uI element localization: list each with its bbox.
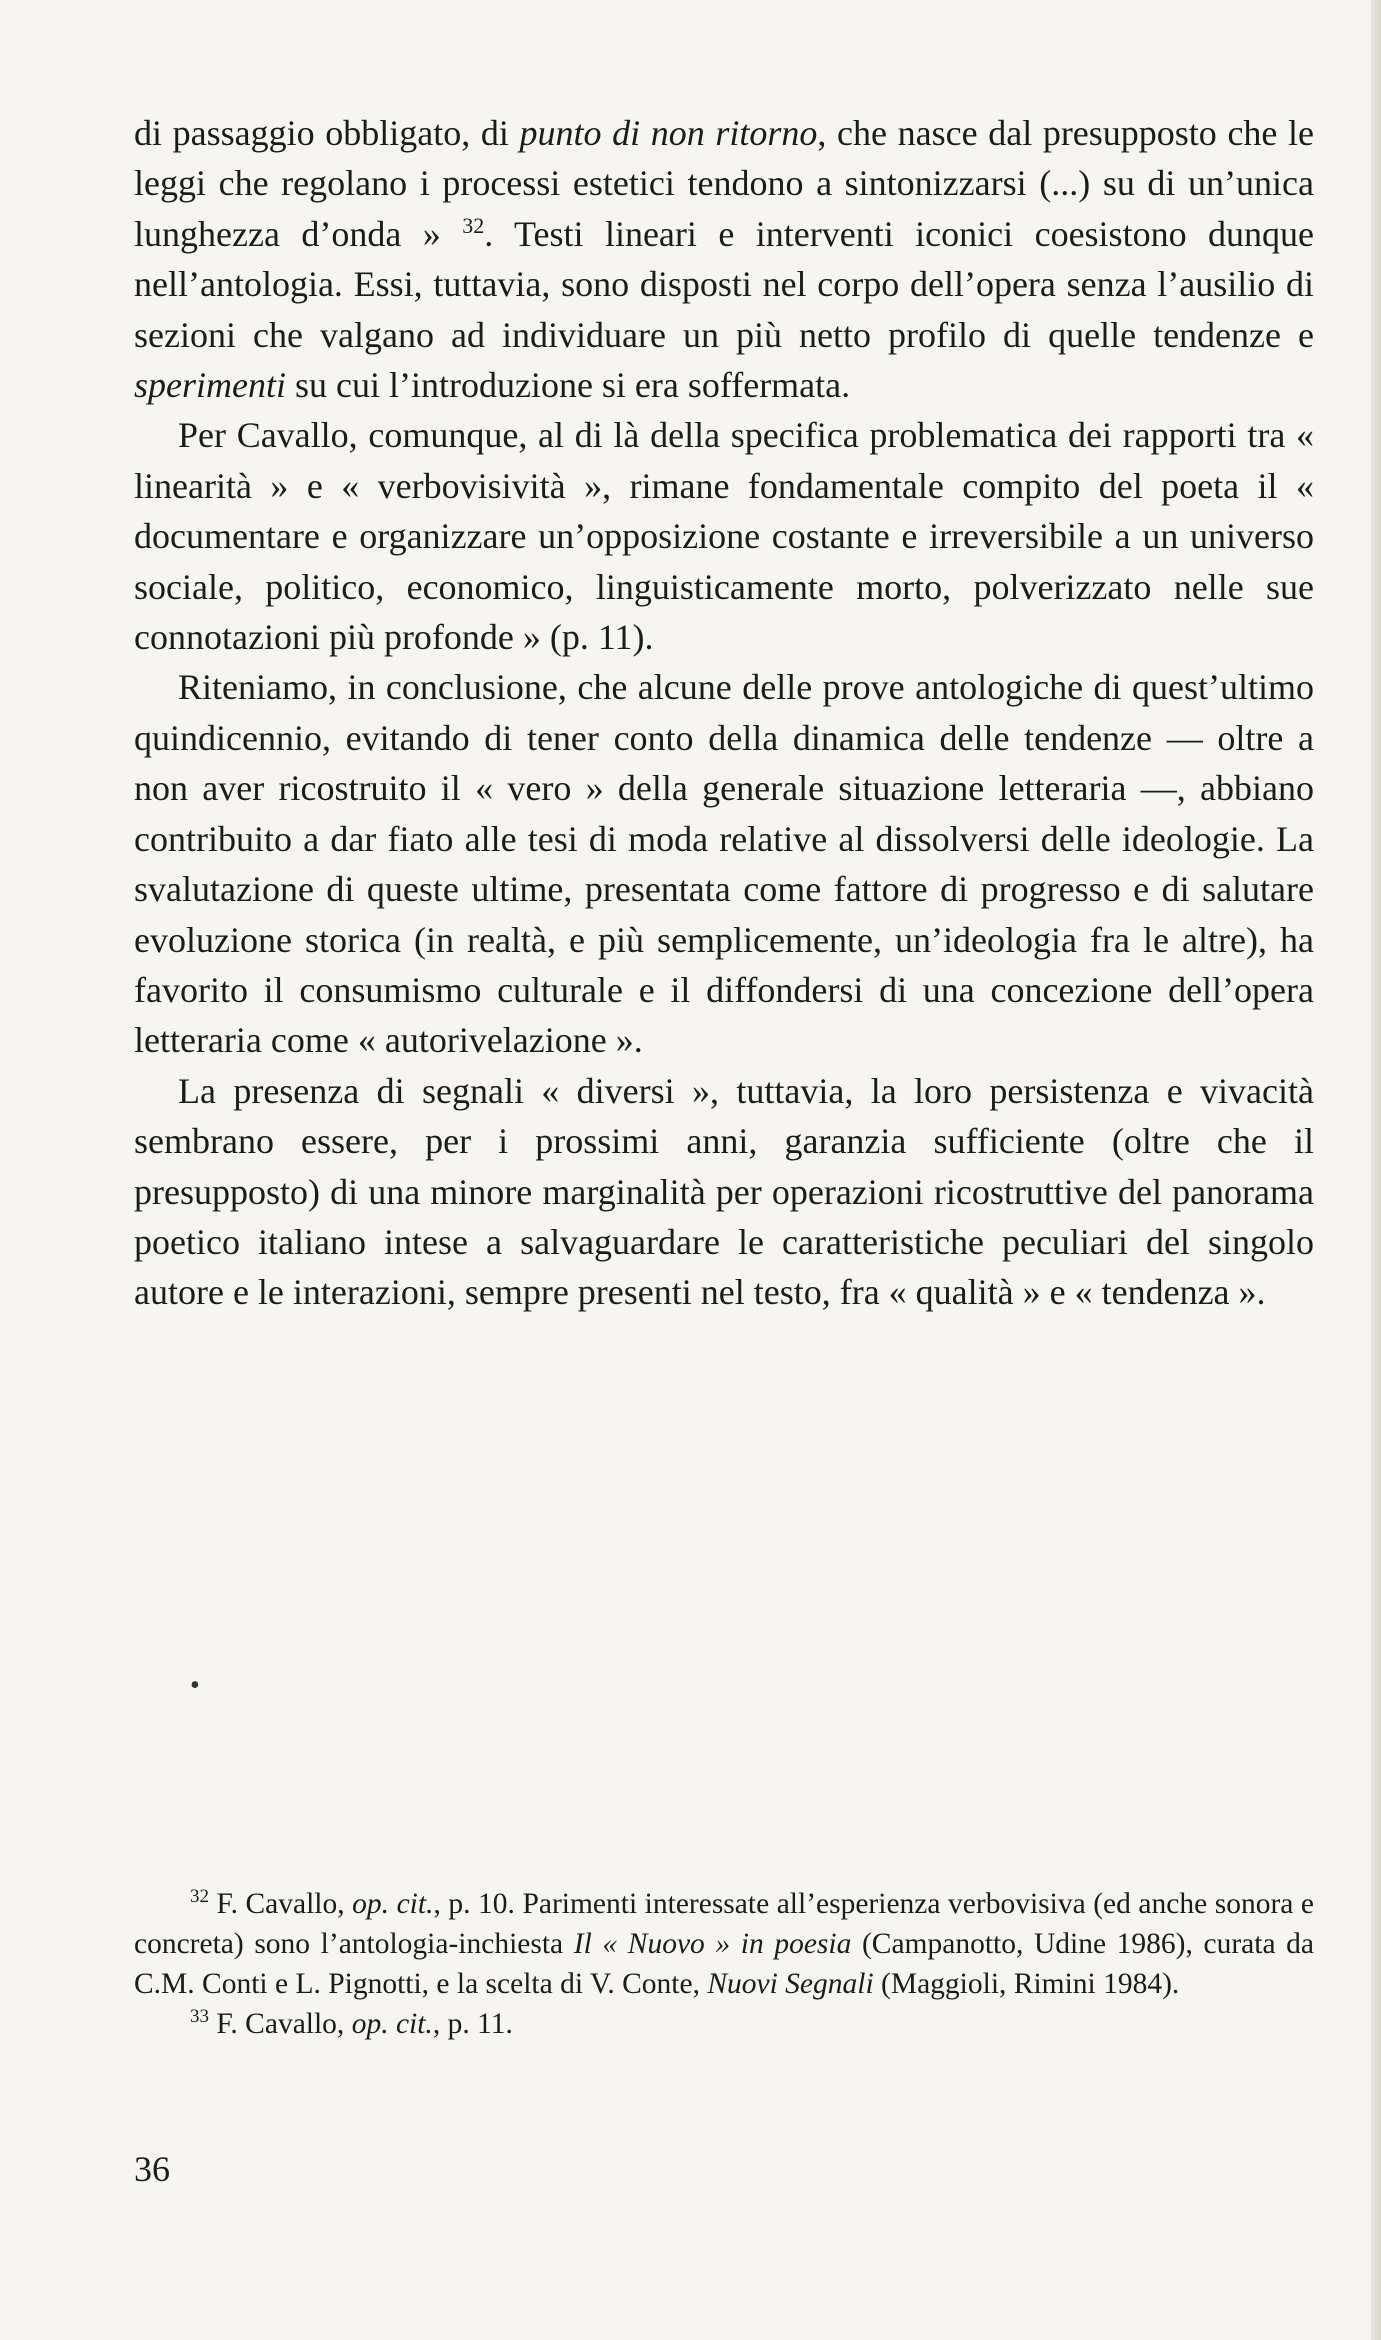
footnote-32-span-3: , p. 10. Parimenti interessate all’esperienza verbovisiva (ed anche sonora e concreta) sono l’antologia-inchiesta [134, 1888, 1314, 1960]
footnote-32-italic-opcit: op. cit. [352, 1888, 434, 1920]
footnote-32 [134, 1884, 1314, 2004]
body-text [134, 108, 1314, 1318]
footnote-33-span-3: , p. 11. [432, 2008, 513, 2040]
paragraph-1-italic-sperimenti: sperimenti [134, 365, 286, 406]
page-number: 36 [134, 2149, 170, 2189]
paragraph-1-span-3: , che nasce dal presupposto che le leggi che regolano i processi estetici tendono a sintonizzarsi (...) su di un’unica lunghezza d’onda » [134, 113, 1315, 254]
paragraph-4 [134, 1066, 1314, 1318]
footnote-33-span-1: F. Cavallo, [216, 2008, 352, 2040]
footnote-32-span-7: (Maggioli, Rimini 1984). [873, 1968, 1180, 2000]
paragraph-4-text: La presenza di segnali « diversi », tuttavia, la loro persistenza e vivacità sembrano essere, per i prossimi anni, garanzia sufficiente (oltre che il presupposto) di una minore marginalità per operazioni ricostruttive del panorama poetico italiano intese a salvaguardare le caratteristiche peculiari del singolo autore e le interazioni, sempre presenti nel testo, fra « qualità » e « tendenza ». [134, 1070, 1314, 1313]
page-edge-shadow [1371, 0, 1381, 2340]
paragraph-3 [134, 662, 1314, 1065]
separator-mark: • [190, 1670, 200, 1701]
paragraph-1-span-1: di passaggio obbligato, di [134, 113, 520, 153]
footnote-ref-32: 32 [462, 212, 485, 238]
footnote-32-span-1: F. Cavallo, [216, 1888, 353, 1920]
footnote-32-span-5: (Campanotto, Udine 1986), curata da C.M. Conti e L. Pignotti, e la scelta di V. Conte, [134, 1928, 1314, 2000]
footnote-32-italic-title-1: Il « Nuovo » in poesia [573, 1928, 852, 1960]
footnote-33 [134, 2004, 1314, 2044]
footnote-32-italic-title-2: Nuovi Segnali [707, 1968, 874, 2000]
footnote-33-number: 33 [190, 2006, 209, 2028]
footnote-32-number: 32 [190, 1886, 209, 1908]
paragraph-1 [134, 108, 1314, 410]
paragraph-2 [134, 410, 1314, 662]
paragraph-1-span-7: su cui l’introduzione si era soffermata. [285, 365, 851, 406]
paragraph-3-text: Riteniamo, in conclusione, che alcune delle prove antologiche di quest’ultimo quindicennio, evitando di tener conto della dinamica delle tendenze — oltre a non aver ricostruito il « vero » della generale situazione letteraria —, abbiano contribuito a dar fiato alle tesi di moda relative al dissolversi delle ideologie. La svalutazione di queste ultime, presentata come fattore di progresso e di salutare evoluzione storica (in realtà, e più semplicemente, un’ideologia fra le altre), ha favorito il consumismo culturale e il diffondersi di una concezione dell’opera letteraria come « autorivelazione ». [134, 667, 1314, 1061]
footnote-33-italic-opcit: op. cit. [351, 2008, 433, 2040]
paragraph-2-text: Per Cavallo, comunque, al di là della specifica problematica dei rapporti tra « linearità » e « verbovisività », rimane fondamentale compito del poeta il « documentare e organizzare un’opposizione costante e irreversibile a un universo sociale, politico, economico, linguisticamente morto, polverizzato nelle sue connotazioni più profonde » (p. 11). [134, 415, 1314, 658]
paragraph-1-italic-punto: punto di non ritorno [519, 113, 818, 153]
paragraph-1-span-5: . Testi lineari e interventi iconici coesistono dunque nell’antologia. Essi, tuttavia, sono disposti nel corpo dell’opera senza l’ausilio di sezioni che valgano ad individuare un più netto profilo di quelle tendenze e [134, 213, 1314, 355]
footnotes [134, 1884, 1314, 2044]
